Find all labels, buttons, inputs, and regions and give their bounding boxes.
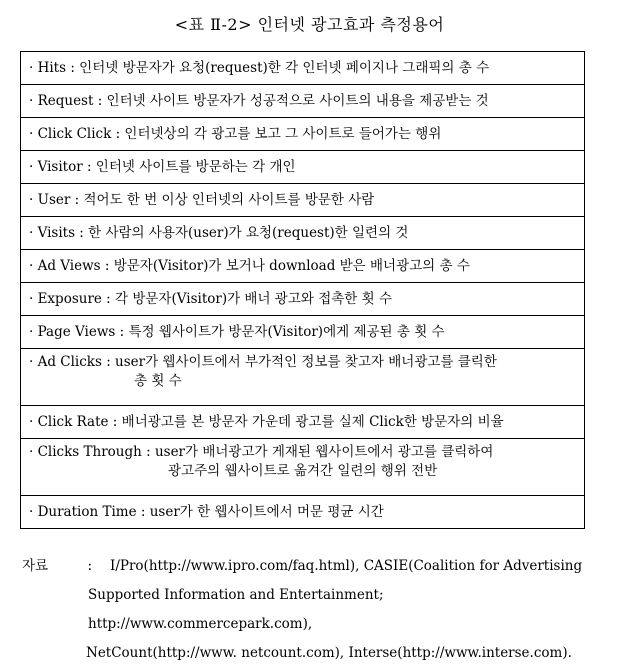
source-note: [22, 552, 598, 668]
term-click: · Click Click : 인터넷상의 각 광고를 보고 그 사이트로 들어가는 행위: [21, 118, 585, 151]
term-page-views: · Page Views : 특정 웹사이트가 방문자(Visitor)에게 제공된 총 횟 수: [21, 316, 585, 349]
term-exposure: · Exposure : 각 방문자(Visitor)가 배너 광고와 접촉한 횟 수: [21, 283, 585, 316]
source-colon: :: [87, 558, 92, 574]
source-label: 자료: [22, 558, 49, 574]
term-visitor: · Visitor : 인터넷 사이트를 방문하는 각 개인: [21, 151, 585, 184]
source-text-2: Supported Information and Entertainment; http://www.commercepark.com),: [88, 587, 384, 632]
terms-table: [20, 51, 585, 529]
term-click-rate: · Click Rate : 배너광고를 본 방문자 가운데 광고를 실제 Click한 방문자의 비율: [21, 406, 585, 439]
table-row: [21, 151, 585, 184]
source-text-1: I/Pro(http://www.ipro.com/faq.html), CASIE(Coalition for Advertising: [110, 558, 583, 574]
table-row: [21, 496, 585, 529]
term-clicks-through-line1: · Clicks Through : user가 배너광고가 게재된 웹사이트에서 광고를 클릭하여: [29, 444, 494, 460]
table-row: [21, 316, 585, 349]
term-clicks-through-line2: 광고주의 웹사이트로 옮겨간 일련의 행위 전반: [168, 463, 438, 479]
table-row: [21, 250, 585, 283]
table-row: [21, 406, 585, 439]
source-line-1: [22, 552, 598, 581]
table-row: [21, 118, 585, 151]
term-visits: · Visits : 한 사람의 사용자(user)가 요청(request)한 일련의 것: [21, 217, 585, 250]
term-ad-views: · Ad Views : 방문자(Visitor)가 보거나 download 받은 배너광고의 총 수: [21, 250, 585, 283]
term-request: · Request : 인터넷 사이트 방문자가 성공적으로 사이트의 내용을 제공받는 것: [21, 85, 585, 118]
table-row: [21, 52, 585, 85]
table-title: <표 Ⅱ-2> 인터넷 광고효과 측정용어: [174, 15, 445, 34]
table-row: [21, 85, 585, 118]
table-row: [21, 349, 585, 406]
source-text-3: NetCount(http://www. netcount.com), Interse(http://www.interse.com).: [86, 645, 572, 661]
term-ad-clicks-line1: · Ad Clicks : user가 웹사이트에서 부가적인 정보를 찾고자 배너광고를 클릭한: [29, 354, 497, 370]
term-hits: · Hits : 인터넷 방문자가 요청(request)한 각 인터넷 페이지나 그래픽의 총 수: [21, 52, 585, 85]
term-ad-clicks-line2: 총 횟 수: [134, 373, 182, 389]
table-row: [21, 439, 585, 496]
term-ad-clicks: [21, 349, 585, 406]
term-duration-time: · Duration Time : user가 한 웹사이트에서 머문 평균 시간: [21, 496, 585, 529]
table-row: [21, 184, 585, 217]
term-clicks-through: [21, 439, 585, 496]
source-label-group: [22, 552, 92, 581]
table-row: [21, 217, 585, 250]
table-row: [21, 283, 585, 316]
term-user: · User : 적어도 한 번 이상 인터넷의 사이트를 방문한 사람: [21, 184, 585, 217]
